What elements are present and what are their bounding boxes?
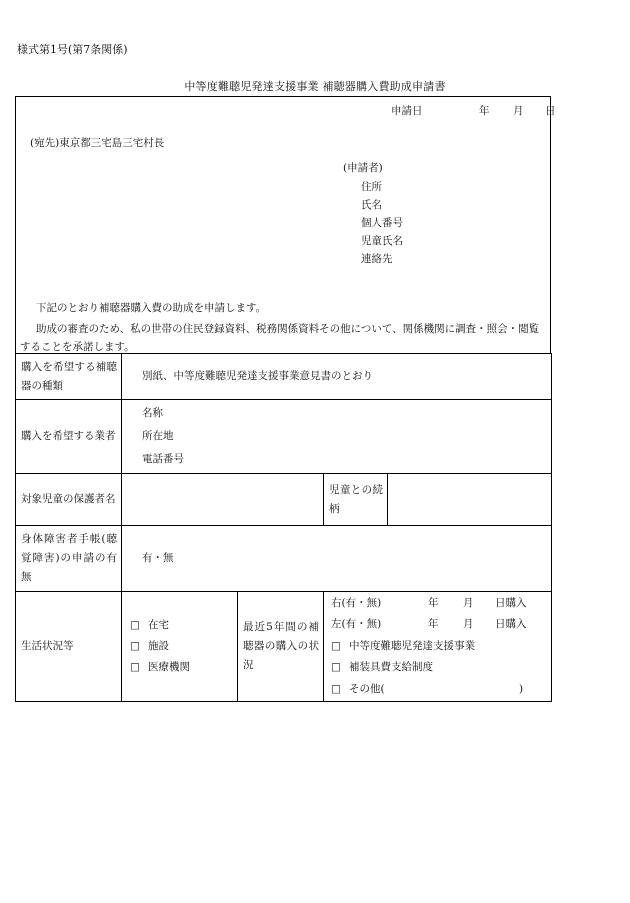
guardian-name-label: 対象児童の保護者名	[16, 474, 122, 526]
living-situation-label: 生活状況等	[16, 592, 122, 702]
applicant-heading: (申請者)	[343, 162, 383, 174]
date-label: 申請日	[391, 105, 423, 117]
checkbox-icon[interactable]: □	[331, 639, 341, 652]
left-ear-purchase: 日購入	[495, 618, 527, 631]
right-ear-label: 右(有・無)	[331, 596, 382, 609]
application-details-table	[15, 353, 552, 702]
vendor-fields	[122, 400, 552, 474]
guardian-name-field[interactable]	[122, 474, 324, 526]
left-ear-month: 月	[463, 618, 474, 631]
relation-field[interactable]	[388, 474, 552, 526]
relation-label: 児童との続柄	[324, 474, 388, 526]
purchase-history-details	[324, 592, 552, 702]
vendor-label: 購入を希望する業者	[16, 400, 122, 474]
right-ear-purchase: 日購入	[495, 596, 527, 609]
table-row	[16, 592, 552, 702]
right-ear-year: 年	[428, 596, 439, 609]
other-label: その他(	[349, 682, 385, 695]
disability-certificate-value: 有・無	[122, 526, 552, 592]
option-medical-institution[interactable]	[130, 657, 237, 678]
left-ear-row	[331, 614, 551, 636]
applicant-name-label: 氏名	[361, 199, 382, 211]
table-row	[16, 400, 552, 474]
application-date	[391, 105, 556, 119]
addressee: (宛先)東京都三宅島三宅村長	[30, 137, 165, 149]
form-number: 様式第1号(第7条関係)	[17, 43, 128, 56]
checkbox-icon[interactable]: □	[331, 661, 341, 674]
contact-label: 連絡先	[361, 253, 393, 265]
living-situation-options	[122, 592, 238, 702]
right-ear-month: 月	[463, 596, 474, 609]
table-row	[16, 526, 552, 592]
hearing-aid-type-label: 購入を希望する補聴器の種類	[16, 354, 122, 400]
program-option[interactable]	[331, 636, 551, 658]
checkbox-icon[interactable]: □	[331, 682, 341, 695]
option-facility[interactable]	[130, 636, 237, 657]
date-year: 年	[479, 105, 490, 117]
date-month: 月	[513, 105, 524, 117]
vendor-name-label: 名称	[142, 407, 163, 419]
disability-certificate-label: 身体障害者手帳(聴覚障害)の申請の有無	[16, 526, 122, 592]
hearing-aid-type-value: 別紙、中等度難聴児発達支援事業意見書のとおり	[122, 354, 552, 400]
vendor-phone-label: 電話番号	[142, 453, 184, 465]
application-box	[15, 96, 556, 354]
date-day: 日	[545, 105, 556, 117]
right-ear-row	[331, 593, 551, 615]
purchase-history-label: 最近5年間の補聴器の購入の状況	[238, 592, 324, 702]
option-home[interactable]	[130, 615, 237, 636]
program-label: 補装具費支給制度	[349, 661, 433, 674]
applicant-fields	[361, 181, 403, 271]
child-name-label: 児童氏名	[361, 235, 403, 247]
consent-statement: 助成の審査のため、私の世帯の住民登録資料、税務関係資料その他について、関係機関に調査・照会・閲覧することを承諾します。	[20, 323, 540, 353]
applicant-id-number-label: 個人番号	[361, 217, 403, 229]
program-label: 中等度難聴児発達支援事業	[349, 639, 475, 652]
document-title: 中等度難聴児発達支援事業 補聴器購入費助成申請書	[184, 80, 446, 93]
left-ear-label: 左(有・無)	[331, 618, 382, 631]
option-label: 医療機関	[148, 661, 190, 673]
applicant-address-label: 住所	[361, 181, 382, 193]
table-row	[16, 474, 552, 526]
checkbox-icon[interactable]: □	[130, 640, 140, 652]
table-row	[16, 354, 552, 400]
left-ear-year: 年	[428, 618, 439, 631]
checkbox-icon[interactable]: □	[130, 661, 140, 673]
option-label: 施設	[148, 640, 169, 652]
other-close: )	[519, 682, 524, 695]
program-option-other[interactable]	[331, 679, 551, 701]
checkbox-icon[interactable]: □	[130, 619, 140, 631]
vendor-address-label: 所在地	[142, 430, 174, 442]
application-statement: 下記のとおり補聴器購入費の助成を申請します。	[36, 302, 267, 314]
program-option[interactable]	[331, 657, 551, 679]
option-label: 在宅	[148, 619, 169, 631]
